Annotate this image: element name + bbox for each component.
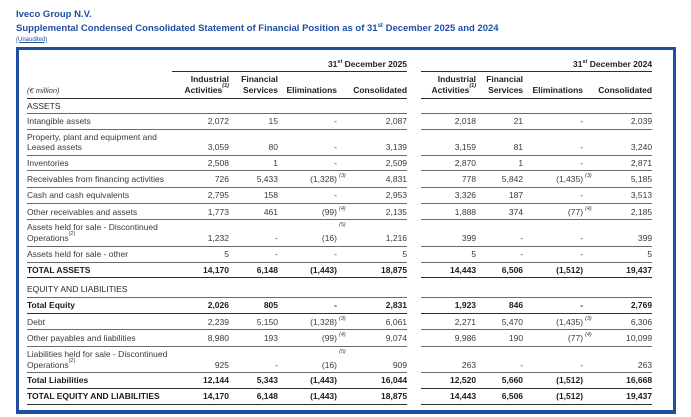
value-industrial-activities: 2,026 xyxy=(172,298,229,314)
footnote-cell xyxy=(583,188,596,204)
footnote-marker: (4) xyxy=(585,205,592,212)
value-financial-services: 6,506 xyxy=(476,262,523,278)
value-industrial-activities: 1,232 xyxy=(172,220,229,246)
row-label xyxy=(27,262,172,278)
row-liabilities-held-for-sale-discontinued-operations xyxy=(27,347,652,373)
row-assets-held-for-sale-other xyxy=(27,246,652,262)
value-eliminations: - xyxy=(523,155,583,171)
value-industrial-activities: 9,986 xyxy=(421,330,476,347)
period-header-spacer xyxy=(27,56,172,72)
period-2025-header xyxy=(172,56,407,72)
column-group-gap xyxy=(407,72,421,98)
column-group-gap xyxy=(407,188,421,204)
value-consolidated: 2,185 xyxy=(596,203,652,220)
footnote-cell xyxy=(583,262,596,278)
value-consolidated: 2,953 xyxy=(350,188,407,204)
period-2025-pre: 31 xyxy=(327,58,338,69)
row-label xyxy=(27,373,172,389)
column-header-eliminations-2025 xyxy=(278,72,337,98)
column-header-line2: Services xyxy=(488,84,524,95)
footnote-cell xyxy=(583,171,596,188)
value-industrial-activities: 2,271 xyxy=(421,313,476,330)
value-financial-services: - xyxy=(229,220,278,246)
footnote-cell xyxy=(337,246,350,262)
value-eliminations: - xyxy=(523,130,583,156)
value-consolidated: 10,099 xyxy=(596,330,652,347)
value-financial-services: 1 xyxy=(229,155,278,171)
value-eliminations: (1,512) xyxy=(523,389,583,405)
value-industrial-activities: 12,520 xyxy=(421,373,476,389)
row-total-assets xyxy=(27,262,652,278)
value-consolidated: 3,240 xyxy=(596,130,652,156)
column-header-line2: Consolidated xyxy=(598,84,653,95)
value-eliminations: - xyxy=(278,188,337,204)
footnote-marker: (4) xyxy=(339,205,346,212)
row-label-text: Total Equity xyxy=(27,300,76,311)
statement-table-container xyxy=(16,47,676,414)
value-consolidated: 16,044 xyxy=(350,373,407,389)
company-name: Iveco Group N.V. xyxy=(16,9,92,20)
value-consolidated: 18,875 xyxy=(350,389,407,405)
period-2025-post: December 2025 xyxy=(342,58,408,69)
value-financial-services: 6,148 xyxy=(229,389,278,405)
column-group-gap xyxy=(407,246,421,262)
column-header-line2: Activities$^{(1)}$ xyxy=(184,83,229,95)
column-group-gap xyxy=(407,298,421,314)
column-header-industrial-activities-2025 xyxy=(172,72,229,98)
footnote-marker: (3) xyxy=(585,173,592,180)
value-consolidated: 4,831 xyxy=(350,171,407,188)
document-header xyxy=(16,8,676,43)
value-financial-services: 81 xyxy=(476,130,523,156)
value-industrial-activities: 3,159 xyxy=(421,130,476,156)
column-header-financial-services-2024 xyxy=(476,72,523,98)
period-header-row xyxy=(27,56,652,72)
row-equity-and-liabilities xyxy=(27,278,652,298)
footnote-cell xyxy=(583,220,596,246)
value-eliminations: (1,443) xyxy=(278,262,337,278)
value-financial-services: - xyxy=(476,347,523,373)
value-consolidated: 3,513 xyxy=(596,188,652,204)
footnote-cell xyxy=(337,389,350,405)
row-label-text: Other payables and liabilities xyxy=(27,333,136,344)
value-industrial-activities: 2,870 xyxy=(421,155,476,171)
row-label-text: TOTAL ASSETS xyxy=(27,264,91,275)
column-header-eliminations-2024 xyxy=(523,72,583,98)
row-other-receivables-and-assets xyxy=(27,203,652,220)
value-consolidated: 399 xyxy=(596,220,652,246)
row-other-payables-and-liabilities xyxy=(27,330,652,347)
row-debt xyxy=(27,313,652,330)
row-label xyxy=(27,220,172,246)
value-financial-services: - xyxy=(476,246,523,262)
row-label xyxy=(27,155,172,171)
value-financial-services: 805 xyxy=(229,298,278,314)
value-eliminations: (99) xyxy=(278,330,337,347)
value-consolidated: 2,087 xyxy=(350,114,407,130)
value-eliminations: (1,443) xyxy=(278,373,337,389)
value-consolidated: 9,074 xyxy=(350,330,407,347)
value-industrial-activities: 14,443 xyxy=(421,262,476,278)
row-label xyxy=(27,330,172,347)
column-header-line1: Financial xyxy=(486,74,524,85)
footnote-cell xyxy=(583,373,596,389)
statement-table xyxy=(27,56,652,405)
row-inventories xyxy=(27,155,652,171)
footnote-marker: (5) xyxy=(339,349,346,356)
title-text: Supplemental Condensed Consolidated Statement of Financial Position as of 31 xyxy=(16,22,378,34)
column-group-gap xyxy=(407,155,421,171)
value-industrial-activities: 263 xyxy=(421,347,476,373)
row-total-equity xyxy=(27,298,652,314)
value-consolidated: 1,216 xyxy=(350,220,407,246)
row-label-text: Other receivables and assets xyxy=(27,206,138,217)
footnote-cell xyxy=(337,330,350,347)
row-assets xyxy=(27,98,652,114)
column-group-gap xyxy=(407,278,421,298)
value-industrial-activities: 14,170 xyxy=(172,389,229,405)
column-header-line1: Financial xyxy=(241,74,278,85)
footnote-cell xyxy=(337,220,350,246)
footnote-marker: (3) xyxy=(339,315,346,322)
column-header-line2: Consolidated xyxy=(353,84,408,95)
value-financial-services: 5,150 xyxy=(229,313,278,330)
column-header-consolidated-2024 xyxy=(596,72,652,98)
footnote-cell xyxy=(583,347,596,373)
column-group-gap xyxy=(407,389,421,405)
value-eliminations: (16) xyxy=(278,220,337,246)
title-text-suffix: December 2025 and 2024 xyxy=(382,22,499,34)
footnote-marker: (1) xyxy=(469,83,477,90)
column-header-industrial-activities-2024 xyxy=(421,72,476,98)
value-consolidated: 6,306 xyxy=(596,313,652,330)
column-group-gap xyxy=(407,313,421,330)
footnote-cell xyxy=(337,155,350,171)
column-group-gap xyxy=(407,373,421,389)
value-consolidated: 19,437 xyxy=(596,262,652,278)
value-industrial-activities: 8,980 xyxy=(172,330,229,347)
column-header-row xyxy=(27,72,652,98)
column-header-line2: Services xyxy=(243,84,278,95)
value-eliminations: - xyxy=(523,298,583,314)
value-industrial-activities: 1,773 xyxy=(172,203,229,220)
value-financial-services: 5,343 xyxy=(229,373,278,389)
value-industrial-activities: 5 xyxy=(172,246,229,262)
column-group-gap xyxy=(407,114,421,130)
value-consolidated: 5 xyxy=(596,246,652,262)
footnote-cell xyxy=(583,298,596,314)
section-spacer xyxy=(421,278,652,298)
column-header-line1: Industrial xyxy=(437,74,477,85)
value-industrial-activities: 14,170 xyxy=(172,262,229,278)
footnote-cell xyxy=(337,114,350,130)
value-financial-services: 1 xyxy=(476,155,523,171)
value-industrial-activities: 5 xyxy=(421,246,476,262)
footnote-marker: (1) xyxy=(222,83,229,90)
value-financial-services: 6,148 xyxy=(229,262,278,278)
footnote-cell xyxy=(337,347,350,373)
value-eliminations: - xyxy=(278,298,337,314)
column-group-gap xyxy=(407,130,421,156)
value-consolidated: 2,769 xyxy=(596,298,652,314)
value-eliminations: (1,443) xyxy=(278,389,337,405)
value-financial-services: 461 xyxy=(229,203,278,220)
footnote-marker: (3) xyxy=(339,173,346,180)
column-header-line2: Eliminations xyxy=(286,84,337,95)
value-eliminations: - xyxy=(278,155,337,171)
table-body xyxy=(27,98,652,404)
value-financial-services: 80 xyxy=(229,130,278,156)
value-industrial-activities: 2,508 xyxy=(172,155,229,171)
value-industrial-activities: 3,059 xyxy=(172,130,229,156)
column-header-line2: Activities$^{(1)}$ xyxy=(431,83,477,95)
value-financial-services: 21 xyxy=(476,114,523,130)
column-header-financial-services-2025 xyxy=(229,72,278,98)
row-label-text: Assets held for sale - other xyxy=(27,248,129,259)
row-label xyxy=(27,246,172,262)
value-consolidated: 16,668 xyxy=(596,373,652,389)
value-industrial-activities: 3,326 xyxy=(421,188,476,204)
value-industrial-activities: 399 xyxy=(421,220,476,246)
value-eliminations: - xyxy=(523,114,583,130)
value-financial-services: 187 xyxy=(476,188,523,204)
footnote-cell xyxy=(337,171,350,188)
value-consolidated: 2,039 xyxy=(596,114,652,130)
row-total-equity-and-liabilities xyxy=(27,389,652,405)
value-consolidated: 909 xyxy=(350,347,407,373)
value-consolidated: 2,831 xyxy=(350,298,407,314)
value-industrial-activities: 726 xyxy=(172,171,229,188)
footnote-marker: (4) xyxy=(585,332,592,339)
section-label: ASSETS xyxy=(27,98,407,114)
period-2024-sup: st xyxy=(582,58,588,65)
value-financial-services: - xyxy=(229,246,278,262)
unit-label: (€ million) xyxy=(27,72,172,98)
row-label xyxy=(27,298,172,314)
row-label xyxy=(27,114,172,130)
row-label xyxy=(27,389,172,405)
value-eliminations: - xyxy=(278,246,337,262)
row-label xyxy=(27,313,172,330)
column-group-gap xyxy=(407,262,421,278)
row-label-text: Receivables from financing activities xyxy=(27,174,165,185)
footnote-cell xyxy=(337,313,350,330)
value-financial-services: 5,842 xyxy=(476,171,523,188)
footnote-cell xyxy=(583,114,596,130)
column-group-gap xyxy=(407,203,421,220)
column-group-gap xyxy=(407,171,421,188)
value-eliminations: (1,512) xyxy=(523,262,583,278)
value-financial-services: 846 xyxy=(476,298,523,314)
column-group-gap xyxy=(407,56,421,72)
value-industrial-activities: 2,795 xyxy=(172,188,229,204)
footnote-spacer xyxy=(583,72,596,98)
value-industrial-activities: 778 xyxy=(421,171,476,188)
column-group-gap xyxy=(407,347,421,373)
value-consolidated: 5 xyxy=(350,246,407,262)
row-label-text: Cash and cash equivalents xyxy=(27,190,130,201)
footnote-cell xyxy=(583,330,596,347)
row-label-text: Inventories xyxy=(27,157,69,168)
value-industrial-activities: 1,923 xyxy=(421,298,476,314)
row-label-text: Debt xyxy=(27,316,45,327)
column-group-gap xyxy=(407,220,421,246)
row-total-liabilities xyxy=(27,373,652,389)
row-label xyxy=(27,347,172,373)
value-consolidated: 18,875 xyxy=(350,262,407,278)
row-cash-and-cash-equivalents xyxy=(27,188,652,204)
footnote-cell xyxy=(583,246,596,262)
value-financial-services: 190 xyxy=(476,330,523,347)
value-eliminations: - xyxy=(278,114,337,130)
value-consolidated: 263 xyxy=(596,347,652,373)
period-2024-pre: 31 xyxy=(572,58,583,69)
column-header-consolidated-2025 xyxy=(350,72,407,98)
footnote-cell xyxy=(337,373,350,389)
value-eliminations: (99) xyxy=(278,203,337,220)
value-consolidated: 2,509 xyxy=(350,155,407,171)
section-spacer xyxy=(421,98,652,114)
value-eliminations: - xyxy=(523,188,583,204)
value-eliminations: - xyxy=(523,246,583,262)
row-label-text: Assets held for sale - Discontinued Operations xyxy=(27,222,158,244)
value-financial-services: 158 xyxy=(229,188,278,204)
value-industrial-activities: 2,239 xyxy=(172,313,229,330)
column-header-line2: Eliminations xyxy=(532,84,584,95)
footnote-spacer xyxy=(337,72,350,98)
value-financial-services: - xyxy=(229,347,278,373)
unaudited-note: (Unaudited) xyxy=(16,36,48,43)
footnote-marker: (2) xyxy=(68,357,76,364)
value-eliminations: (1,328) xyxy=(278,171,337,188)
value-financial-services: 5,470 xyxy=(476,313,523,330)
value-eliminations: - xyxy=(523,347,583,373)
value-eliminations: (1,435) xyxy=(523,313,583,330)
value-eliminations: (77) xyxy=(523,330,583,347)
value-industrial-activities: 2,072 xyxy=(172,114,229,130)
period-2024-header xyxy=(421,56,652,72)
footnote-cell xyxy=(337,130,350,156)
footnote-marker: (4) xyxy=(339,332,346,339)
value-eliminations: - xyxy=(523,220,583,246)
value-financial-services: 5,660 xyxy=(476,373,523,389)
footnote-cell xyxy=(583,130,596,156)
section-label: EQUITY AND LIABILITIES xyxy=(27,278,407,298)
row-receivables-from-financing-activities xyxy=(27,171,652,188)
row-label-text: Property, plant and equipment and Leased assets xyxy=(27,132,157,152)
value-financial-services: 5,433 xyxy=(229,171,278,188)
value-consolidated: 2,135 xyxy=(350,203,407,220)
document-title xyxy=(16,22,676,36)
row-property-plant-and-equipment-and-leased-assets xyxy=(27,130,652,156)
footnote-cell xyxy=(583,389,596,405)
row-assets-held-for-sale-discontinued-operations xyxy=(27,220,652,246)
value-eliminations: (1,512) xyxy=(523,373,583,389)
column-group-gap xyxy=(407,330,421,347)
row-label xyxy=(27,188,172,204)
title-superscript: st xyxy=(377,22,383,29)
value-consolidated: 5,185 xyxy=(596,171,652,188)
value-eliminations: - xyxy=(278,130,337,156)
footnote-cell xyxy=(583,313,596,330)
value-financial-services: 15 xyxy=(229,114,278,130)
value-industrial-activities: 925 xyxy=(172,347,229,373)
value-eliminations: (16) xyxy=(278,347,337,373)
period-2024-post: December 2024 xyxy=(587,58,653,69)
row-label-text: Intangible assets xyxy=(27,116,91,127)
footnote-cell xyxy=(583,203,596,220)
value-financial-services: 193 xyxy=(229,330,278,347)
value-financial-services: 6,506 xyxy=(476,389,523,405)
footnote-marker: (5) xyxy=(339,222,346,229)
value-consolidated: 6,061 xyxy=(350,313,407,330)
value-industrial-activities: 12,144 xyxy=(172,373,229,389)
row-label-text: TOTAL EQUITY AND LIABILITIES xyxy=(27,391,160,402)
row-label-text: Liabilities held for sale - Discontinued Operations xyxy=(27,349,168,370)
period-2025-sup: st xyxy=(337,58,343,65)
value-eliminations: (77) xyxy=(523,203,583,220)
value-industrial-activities: 1,888 xyxy=(421,203,476,220)
value-eliminations: (1,435) xyxy=(523,171,583,188)
value-financial-services: 374 xyxy=(476,203,523,220)
row-label xyxy=(27,130,172,156)
value-financial-services: - xyxy=(476,220,523,246)
value-consolidated: 19,437 xyxy=(596,389,652,405)
footnote-cell xyxy=(337,298,350,314)
footnote-cell xyxy=(337,188,350,204)
row-label-text: Total Liabilities xyxy=(27,375,89,386)
row-label xyxy=(27,171,172,188)
column-group-gap xyxy=(407,98,421,114)
footnote-marker: (3) xyxy=(585,315,592,322)
value-consolidated: 3,139 xyxy=(350,130,407,156)
footnote-cell xyxy=(337,262,350,278)
value-industrial-activities: 14,443 xyxy=(421,389,476,405)
row-label xyxy=(27,203,172,220)
footnote-cell xyxy=(583,155,596,171)
value-industrial-activities: 2,018 xyxy=(421,114,476,130)
value-eliminations: (1,328) xyxy=(278,313,337,330)
column-header-line1: Industrial xyxy=(190,74,229,85)
footnote-marker: (2) xyxy=(68,231,76,238)
footnote-cell xyxy=(337,203,350,220)
value-consolidated: 2,871 xyxy=(596,155,652,171)
row-intangible-assets xyxy=(27,114,652,130)
